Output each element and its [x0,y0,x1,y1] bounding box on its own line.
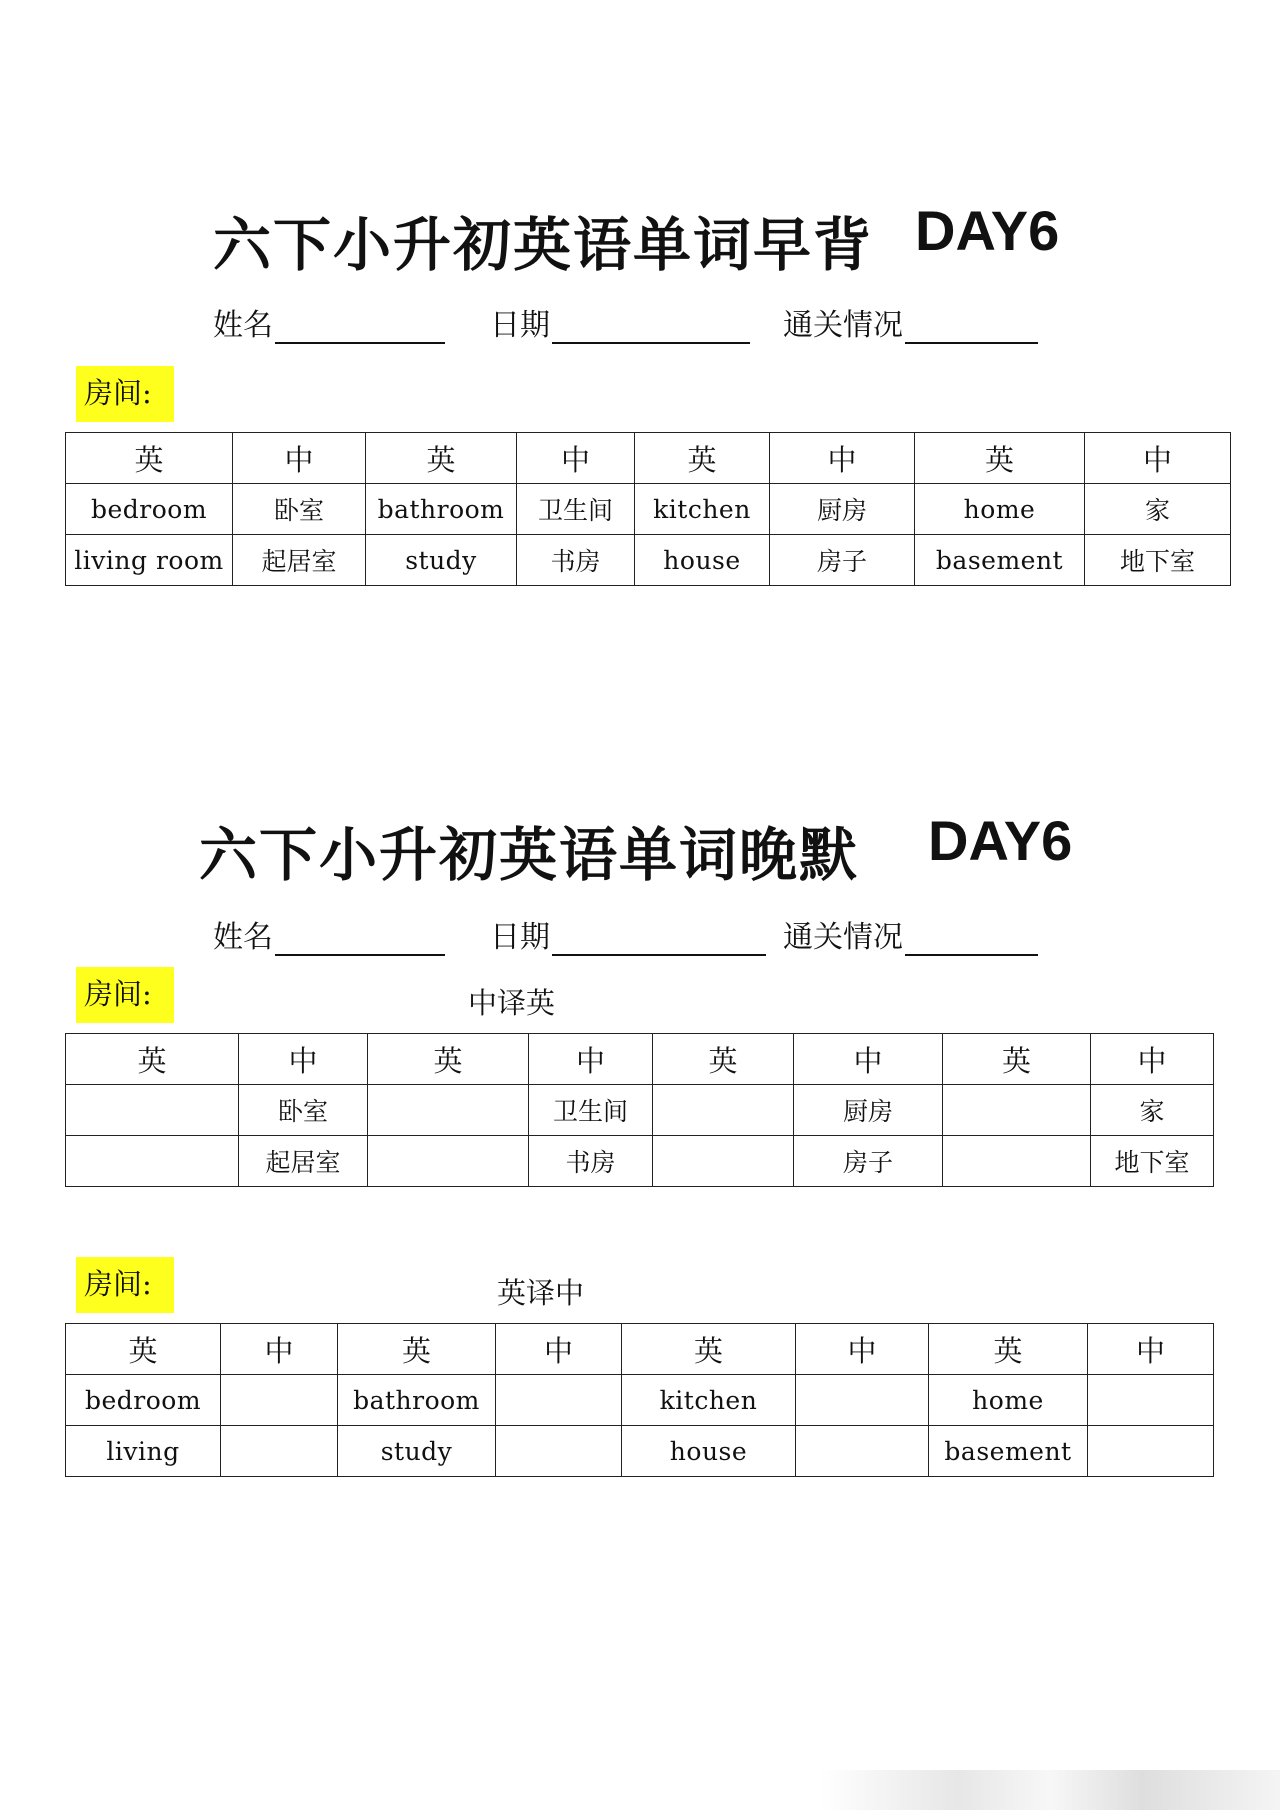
answer-blank-cell[interactable] [943,1085,1091,1136]
evening-part2-section-label: 房间: [76,1257,174,1313]
english-word-cell: study [366,535,517,586]
name-blank[interactable] [275,924,445,956]
chinese-word-cell: 起居室 [233,535,366,586]
chinese-word-cell: 家 [1091,1085,1214,1136]
evening-name-field [213,912,445,956]
chinese-word-cell: 书房 [517,535,635,586]
morning-title: 六下小升初英语单词早背 [213,211,874,279]
table-row [66,535,1231,586]
english-word-cell: house [635,535,770,586]
morning-title-block [0,190,1280,280]
morning-date-field [490,300,750,344]
english-word-cell: house [622,1426,796,1477]
header-english: 英 [653,1034,794,1085]
answer-blank-cell[interactable] [1088,1426,1214,1477]
header-english: 英 [366,433,517,484]
morning-status-field [783,300,1038,344]
date-blank[interactable] [552,312,750,344]
header-english: 英 [66,1324,221,1375]
header-english: 英 [915,433,1085,484]
evening-title: 六下小升初英语单词晚默 [199,821,860,889]
evening-info-row [0,912,1280,962]
english-word-cell: home [929,1375,1088,1426]
status-label: 通关情况 [783,920,903,955]
header-english: 英 [635,433,770,484]
answer-blank-cell[interactable] [1088,1375,1214,1426]
answer-blank-cell[interactable] [221,1375,338,1426]
header-english: 英 [66,433,233,484]
header-chinese: 中 [529,1034,653,1085]
chinese-word-cell: 厨房 [770,484,915,535]
header-chinese: 中 [770,433,915,484]
table-row [66,1426,1214,1477]
evening-title-block [0,800,1280,890]
table-row [66,484,1231,535]
evening-part2-word-table [65,1323,1214,1477]
english-word-cell: basement [929,1426,1088,1477]
answer-blank-cell[interactable] [653,1085,794,1136]
date-label: 日期 [490,308,550,343]
evening-part1-sub-label: 中译英 [468,986,556,1020]
chinese-word-cell: 厨房 [794,1085,943,1136]
chinese-word-cell: 起居室 [239,1136,368,1187]
morning-day-label: DAY6 [915,199,1060,262]
evening-part2-sub-label: 英译中 [497,1276,585,1310]
name-label: 姓名 [213,308,273,343]
english-word-cell: bathroom [338,1375,496,1426]
answer-blank-cell[interactable] [796,1375,929,1426]
chinese-word-cell: 书房 [529,1136,653,1187]
answer-blank-cell[interactable] [796,1426,929,1477]
header-english: 英 [338,1324,496,1375]
answer-blank-cell[interactable] [368,1136,529,1187]
header-chinese: 中 [796,1324,929,1375]
table-header-row [66,433,1231,484]
name-label: 姓名 [213,920,273,955]
answer-blank-cell[interactable] [943,1136,1091,1187]
morning-name-field [213,300,445,344]
header-english: 英 [943,1034,1091,1085]
english-word-cell: kitchen [635,484,770,535]
chinese-word-cell: 地下室 [1085,535,1231,586]
chinese-word-cell: 卧室 [239,1085,368,1136]
chinese-word-cell: 卧室 [233,484,366,535]
chinese-word-cell: 房子 [770,535,915,586]
header-english: 英 [368,1034,529,1085]
status-blank[interactable] [905,312,1038,344]
name-blank[interactable] [275,312,445,344]
table-row [66,1085,1214,1136]
english-word-cell: basement [915,535,1085,586]
table-header-row [66,1034,1214,1085]
answer-blank-cell[interactable] [653,1136,794,1187]
morning-info-row [0,300,1280,350]
footer-watermark-strip [820,1770,1280,1810]
date-blank[interactable] [552,924,766,956]
evening-part1-word-table [65,1033,1214,1187]
table-row [66,1136,1214,1187]
english-word-cell: kitchen [622,1375,796,1426]
header-chinese: 中 [221,1324,338,1375]
header-chinese: 中 [239,1034,368,1085]
header-chinese: 中 [1091,1034,1214,1085]
date-label: 日期 [490,920,550,955]
answer-blank-cell[interactable] [66,1136,239,1187]
evening-date-field [490,912,766,956]
chinese-word-cell: 卫生间 [529,1085,653,1136]
english-word-cell: home [915,484,1085,535]
chinese-word-cell: 地下室 [1091,1136,1214,1187]
english-word-cell: living room [66,535,233,586]
chinese-word-cell: 房子 [794,1136,943,1187]
header-chinese: 中 [794,1034,943,1085]
status-label: 通关情况 [783,308,903,343]
header-english: 英 [66,1034,239,1085]
evening-day-label: DAY6 [928,809,1073,872]
header-chinese: 中 [517,433,635,484]
evening-status-field [783,912,1038,956]
english-word-cell: bathroom [366,484,517,535]
answer-blank-cell[interactable] [368,1085,529,1136]
english-word-cell: living [66,1426,221,1477]
morning-word-table [65,432,1231,586]
header-chinese: 中 [233,433,366,484]
header-chinese: 中 [1088,1324,1214,1375]
table-header-row [66,1324,1214,1375]
table-row [66,1375,1214,1426]
evening-part1-section-label: 房间: [76,967,174,1023]
status-blank[interactable] [905,924,1038,956]
header-english: 英 [622,1324,796,1375]
chinese-word-cell: 家 [1085,484,1231,535]
header-english: 英 [929,1324,1088,1375]
answer-blank-cell[interactable] [221,1426,338,1477]
header-chinese: 中 [496,1324,622,1375]
english-word-cell: bedroom [66,1375,221,1426]
english-word-cell: bedroom [66,484,233,535]
answer-blank-cell[interactable] [496,1375,622,1426]
chinese-word-cell: 卫生间 [517,484,635,535]
header-chinese: 中 [1085,433,1231,484]
english-word-cell: study [338,1426,496,1477]
morning-section-label: 房间: [76,366,174,422]
answer-blank-cell[interactable] [496,1426,622,1477]
answer-blank-cell[interactable] [66,1085,239,1136]
